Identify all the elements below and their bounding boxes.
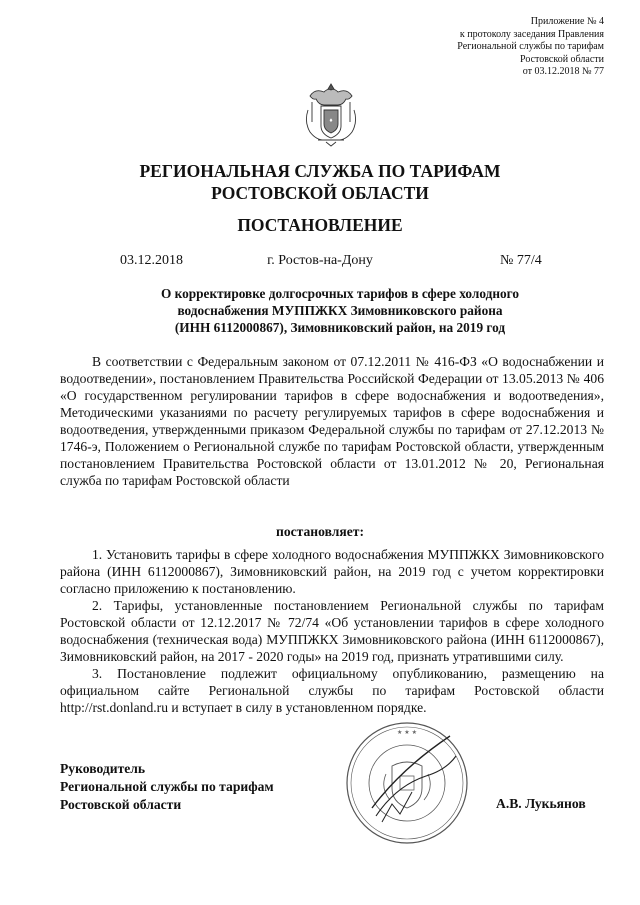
agency-name-line: РОСТОВСКОЙ ОБЛАСТИ — [211, 183, 429, 203]
svg-text:♦: ♦ — [328, 118, 334, 124]
annex-line: Приложение № 4 — [530, 16, 604, 27]
document-type: ПОСТАНОВЛЕНИЕ — [237, 215, 403, 235]
resolution-item: 3. Постановление подлежит официальному опубликованию, размещению на официальном сайте Региональной службы по тарифам Ростовской области http://rst.donland.ru и вступает в силу в установленном порядке. — [60, 666, 604, 715]
resolution-item: 2. Тарифы, установленные постановлением Региональной службы по тарифам Ростовской области от 12.12.2017 № 72/74 «Об установлении тарифов в сфере холодного водоснабжения (техническая вода) МУППЖКХ Зимовниковского района (ИНН 6112000867), Зимовниковский район, на 2017 - 2020 годы» на 2019 год, признать утратившими силу. — [60, 598, 604, 664]
subject-line: водоснабжения МУППЖКХ Зимовниковского района — [177, 303, 503, 318]
annex-line: от 03.12.2018 № 77 — [522, 66, 604, 77]
annex-line: Ростовской области — [520, 53, 604, 65]
document-city: г. Ростов-на-Дону — [267, 253, 373, 268]
annex-reference — [304, 16, 604, 79]
svg-text:★ ★ ★: ★ ★ ★ — [397, 729, 417, 736]
subject-line: (ИНН 6112000867), Зимовниковский район, на 2019 год — [174, 320, 506, 335]
agency-name — [0, 160, 640, 204]
annex-line: Региональной службы по тарифам — [457, 41, 604, 52]
annex-line: к протоколу заседания Правления — [459, 28, 604, 40]
preamble-paragraph: В соответствии с Федеральным законом от 07.12.2011 № 416-ФЗ «О водоснабжении и водоотведении», постановлением Правительства Российской Федерации от 13.05.2013 № 406 «О государственном регулировании тарифов в сфере водоснабжения и водоотведения», Методическими указаниями по расчету регулируемых тарифов в сфере водоснабжения и водоотведения, утвержденными приказом Федеральной службы по тарифам от 27.12.2013 № 1746-э, Положением о Региональной службе по тарифам Ростовской области, утвержденным постановлением Правительства Ростовской области от 13.01.2012 № 20, Региональная служба по тарифам Ростовской области — [60, 354, 604, 488]
document-date: 03.12.2018 — [120, 253, 183, 268]
coat-of-arms-icon — [302, 80, 360, 148]
signer-title-line: Ростовской области — [60, 797, 182, 812]
signer-title-line: Региональной службы по тарифам — [60, 779, 274, 794]
document-subject — [60, 285, 620, 336]
agency-name-line: РЕГИОНАЛЬНАЯ СЛУЖБА ПО ТАРИФАМ — [139, 161, 501, 181]
decides-heading: постановляет: — [276, 524, 364, 539]
document-number: № 77/4 — [500, 253, 542, 268]
preamble — [60, 353, 604, 489]
signer-title-line: Руководитель — [60, 761, 146, 776]
signature-block — [60, 760, 274, 814]
signer-name: А.В. Лукьянов — [496, 796, 586, 811]
resolution-items — [60, 546, 604, 716]
official-seal-icon — [342, 718, 472, 848]
subject-line: О корректировке долгосрочных тарифов в сфере холодного — [160, 286, 520, 301]
resolution-item: 1. Установить тарифы в сфере холодного водоснабжения МУППЖКХ Зимовниковского района (ИНН 6112000867), Зимовниковский район, на 2019 год с учетом корректировки согласно приложению к постановлению. — [60, 547, 604, 596]
